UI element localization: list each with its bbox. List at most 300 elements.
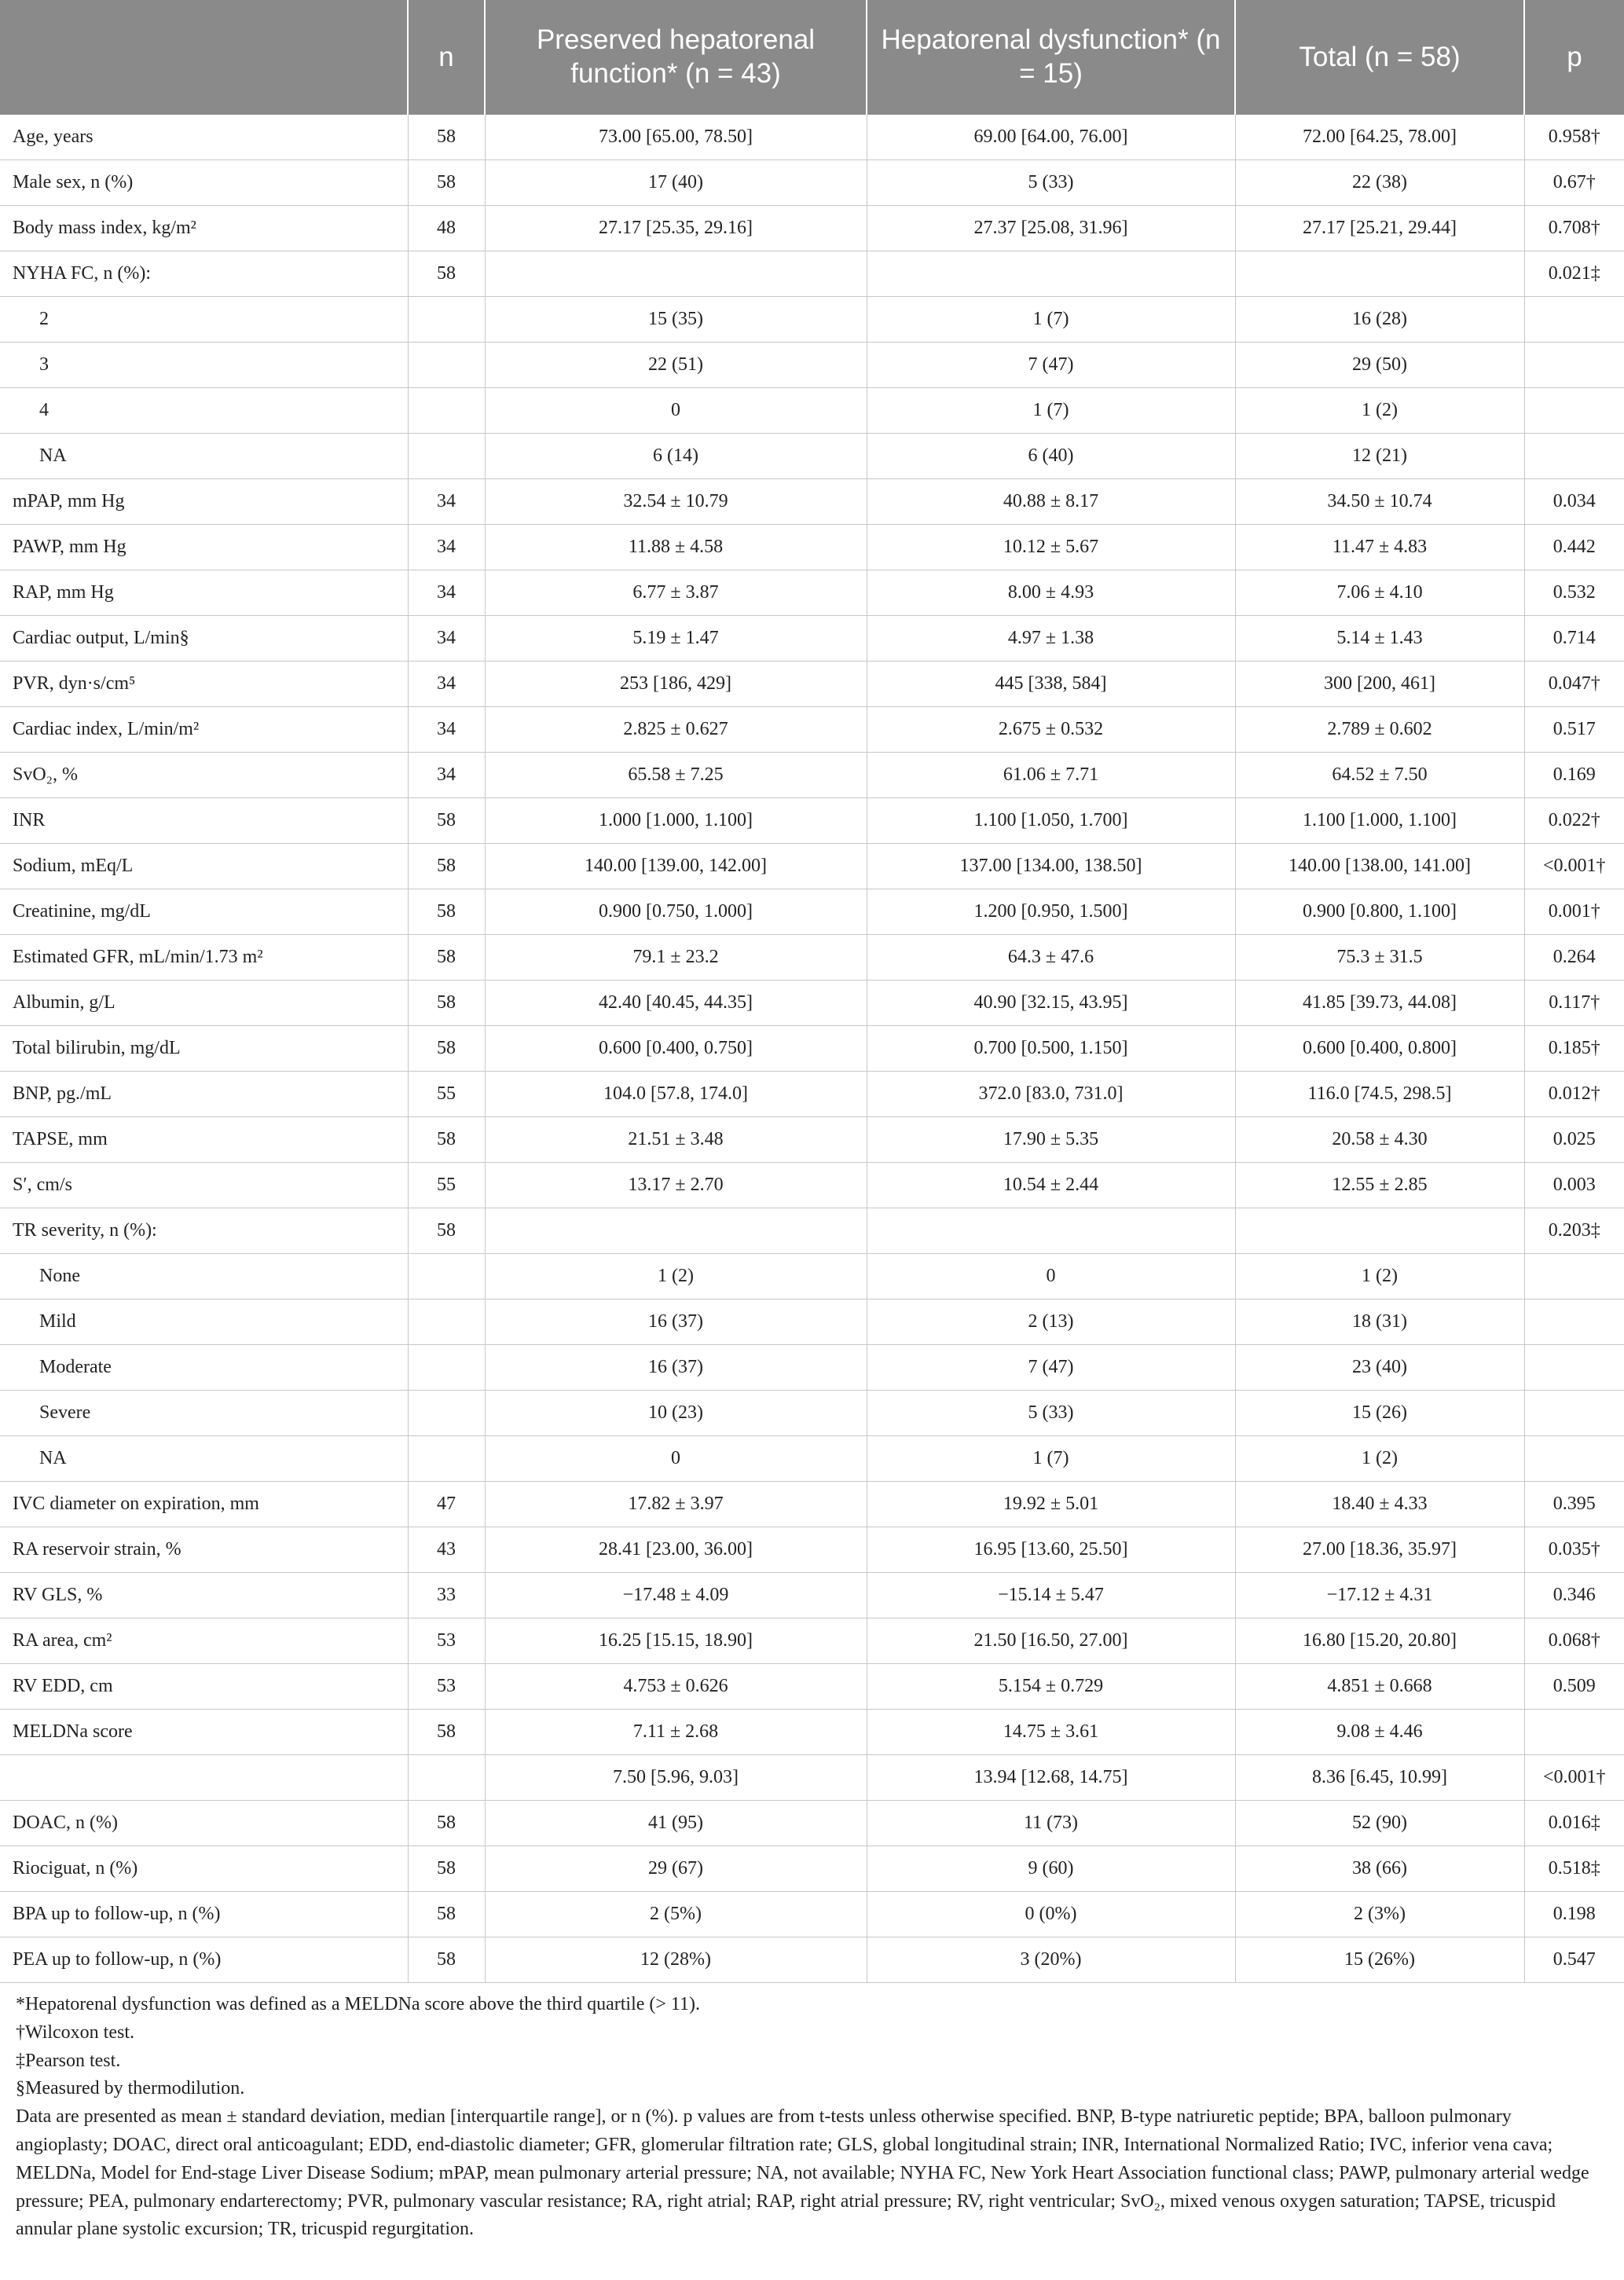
- row-label: SvO₂, %: [0, 753, 408, 798]
- row-p: 0.547: [1524, 1937, 1624, 1983]
- row-preserved: 0: [485, 1436, 867, 1482]
- row-total: 7.06 ± 4.10: [1235, 570, 1524, 616]
- table-row: [0, 1892, 1624, 1937]
- row-total: 5.14 ± 1.43: [1235, 616, 1524, 662]
- row-p: [1524, 1436, 1624, 1482]
- row-p: 0.016‡: [1524, 1801, 1624, 1846]
- row-total: 41.85 [39.73, 44.08]: [1235, 981, 1524, 1026]
- row-p: 0.047†: [1524, 662, 1624, 707]
- row-p: [1524, 1391, 1624, 1436]
- row-preserved: 17 (40): [485, 160, 867, 206]
- row-label: Male sex, n (%): [0, 160, 408, 206]
- row-preserved: 29 (67): [485, 1846, 867, 1892]
- row-preserved: 104.0 [57.8, 174.0]: [485, 1072, 867, 1117]
- row-p: 0.034: [1524, 479, 1624, 525]
- row-dysfunction: 19.92 ± 5.01: [867, 1482, 1235, 1527]
- row-n: 34: [408, 525, 485, 570]
- row-dysfunction: 4.97 ± 1.38: [867, 616, 1235, 662]
- table-footnotes: [0, 1983, 1624, 2244]
- row-total: 11.47 ± 4.83: [1235, 525, 1524, 570]
- row-dysfunction: 9 (60): [867, 1846, 1235, 1892]
- row-p: 0.001†: [1524, 889, 1624, 935]
- row-n: 55: [408, 1072, 485, 1117]
- row-p: 0.714: [1524, 616, 1624, 662]
- row-total: 0.600 [0.400, 0.800]: [1235, 1026, 1524, 1072]
- row-label: Severe: [0, 1391, 408, 1436]
- row-total: 8.36 [6.45, 10.99]: [1235, 1755, 1524, 1801]
- table-row: [0, 525, 1624, 570]
- row-dysfunction: 1 (7): [867, 297, 1235, 343]
- table-row: [0, 160, 1624, 206]
- row-dysfunction: 8.00 ± 4.93: [867, 570, 1235, 616]
- row-label: Creatinine, mg/dL: [0, 889, 408, 935]
- row-preserved: 7.11 ± 2.68: [485, 1710, 867, 1755]
- row-p: 0.185†: [1524, 1026, 1624, 1072]
- row-n: 58: [408, 1117, 485, 1163]
- row-preserved: 41 (95): [485, 1801, 867, 1846]
- row-total: 23 (40): [1235, 1345, 1524, 1391]
- row-p: [1524, 297, 1624, 343]
- row-p: 0.708†: [1524, 206, 1624, 251]
- row-total: 1 (2): [1235, 388, 1524, 434]
- header-variable: [0, 0, 408, 115]
- row-label: BNP, pg./mL: [0, 1072, 408, 1117]
- row-preserved: 1 (2): [485, 1254, 867, 1299]
- row-total: 16.80 [15.20, 20.80]: [1235, 1618, 1524, 1664]
- table-row: [0, 1345, 1624, 1391]
- row-n: 58: [408, 1710, 485, 1755]
- row-p: [1524, 434, 1624, 479]
- row-label: DOAC, n (%): [0, 1801, 408, 1846]
- row-dysfunction: 1 (7): [867, 388, 1235, 434]
- row-preserved: 6.77 ± 3.87: [485, 570, 867, 616]
- row-n: [408, 1299, 485, 1345]
- row-preserved: −17.48 ± 4.09: [485, 1573, 867, 1618]
- row-n: [408, 1345, 485, 1391]
- row-dysfunction: 1.200 [0.950, 1.500]: [867, 889, 1235, 935]
- row-n: 34: [408, 479, 485, 525]
- row-total: 300 [200, 461]: [1235, 662, 1524, 707]
- table-row: [0, 1254, 1624, 1299]
- row-dysfunction: 7 (47): [867, 343, 1235, 388]
- row-label: None: [0, 1254, 408, 1299]
- table-row: [0, 707, 1624, 753]
- row-dysfunction: 372.0 [83.0, 731.0]: [867, 1072, 1235, 1117]
- table-row: [0, 1664, 1624, 1710]
- table-row: [0, 662, 1624, 707]
- row-preserved: 0: [485, 388, 867, 434]
- row-dysfunction: 1 (7): [867, 1436, 1235, 1482]
- row-preserved: 1.000 [1.000, 1.100]: [485, 798, 867, 844]
- row-label: [0, 1755, 408, 1801]
- header-dysfunction: Hepatorenal dysfunction* (n = 15): [867, 0, 1235, 115]
- row-preserved: 32.54 ± 10.79: [485, 479, 867, 525]
- row-label: Sodium, mEq/L: [0, 844, 408, 889]
- row-p: 0.035†: [1524, 1527, 1624, 1573]
- row-total: 12.55 ± 2.85: [1235, 1163, 1524, 1208]
- row-total: 64.52 ± 7.50: [1235, 753, 1524, 798]
- row-n: 34: [408, 753, 485, 798]
- row-p: 0.003: [1524, 1163, 1624, 1208]
- row-total: 1 (2): [1235, 1436, 1524, 1482]
- row-preserved: 12 (28%): [485, 1937, 867, 1983]
- row-label: NA: [0, 1436, 408, 1482]
- row-preserved: 28.41 [23.00, 36.00]: [485, 1527, 867, 1573]
- row-n: 58: [408, 844, 485, 889]
- row-p: 0.67†: [1524, 160, 1624, 206]
- table-row: [0, 251, 1624, 297]
- row-label: Total bilirubin, mg/dL: [0, 1026, 408, 1072]
- row-label: Moderate: [0, 1345, 408, 1391]
- row-dysfunction: 40.88 ± 8.17: [867, 479, 1235, 525]
- row-label: RV EDD, cm: [0, 1664, 408, 1710]
- row-n: 58: [408, 889, 485, 935]
- row-n: [408, 388, 485, 434]
- row-preserved: 73.00 [65.00, 78.50]: [485, 115, 867, 160]
- row-n: 34: [408, 570, 485, 616]
- table-row: [0, 479, 1624, 525]
- row-dysfunction: 137.00 [134.00, 138.50]: [867, 844, 1235, 889]
- row-preserved: 79.1 ± 23.2: [485, 935, 867, 981]
- row-preserved: 22 (51): [485, 343, 867, 388]
- table-row: [0, 115, 1624, 160]
- row-dysfunction: 2 (13): [867, 1299, 1235, 1345]
- row-label: NA: [0, 434, 408, 479]
- row-total: 116.0 [74.5, 298.5]: [1235, 1072, 1524, 1117]
- row-preserved: 16 (37): [485, 1345, 867, 1391]
- row-dysfunction: 0 (0%): [867, 1892, 1235, 1937]
- row-preserved: 13.17 ± 2.70: [485, 1163, 867, 1208]
- row-dysfunction: 5 (33): [867, 1391, 1235, 1436]
- footnote: ‡Pearson test.: [16, 2050, 121, 2071]
- row-total: 16 (28): [1235, 297, 1524, 343]
- row-p: 0.518‡: [1524, 1846, 1624, 1892]
- row-total: 34.50 ± 10.74: [1235, 479, 1524, 525]
- header-n: n: [408, 0, 485, 115]
- row-preserved: 27.17 [25.35, 29.16]: [485, 206, 867, 251]
- row-total: 1.100 [1.000, 1.100]: [1235, 798, 1524, 844]
- row-label: NYHA FC, n (%):: [0, 251, 408, 297]
- row-preserved: 2 (5%): [485, 1892, 867, 1937]
- row-p: 0.117†: [1524, 981, 1624, 1026]
- row-label: Cardiac index, L/min/m²: [0, 707, 408, 753]
- row-n: 58: [408, 1026, 485, 1072]
- row-n: 34: [408, 707, 485, 753]
- row-preserved: [485, 1208, 867, 1254]
- row-total: 4.851 ± 0.668: [1235, 1664, 1524, 1710]
- row-p: 0.169: [1524, 753, 1624, 798]
- row-dysfunction: 7 (47): [867, 1345, 1235, 1391]
- row-p: 0.395: [1524, 1482, 1624, 1527]
- table-row: [0, 1117, 1624, 1163]
- table-row: [0, 889, 1624, 935]
- row-total: 1 (2): [1235, 1254, 1524, 1299]
- row-dysfunction: 10.54 ± 2.44: [867, 1163, 1235, 1208]
- row-label: Body mass index, kg/m²: [0, 206, 408, 251]
- row-p: <0.001†: [1524, 844, 1624, 889]
- row-n: 53: [408, 1664, 485, 1710]
- row-preserved: 15 (35): [485, 297, 867, 343]
- row-preserved: 0.900 [0.750, 1.000]: [485, 889, 867, 935]
- row-total: −17.12 ± 4.31: [1235, 1573, 1524, 1618]
- row-p: 0.517: [1524, 707, 1624, 753]
- row-dysfunction: 64.3 ± 47.6: [867, 935, 1235, 981]
- table-row: [0, 1391, 1624, 1436]
- row-p: 0.958†: [1524, 115, 1624, 160]
- row-label: Cardiac output, L/min§: [0, 616, 408, 662]
- row-n: [408, 1755, 485, 1801]
- row-total: [1235, 1208, 1524, 1254]
- row-n: 58: [408, 1208, 485, 1254]
- row-total: 2.789 ± 0.602: [1235, 707, 1524, 753]
- row-n: 58: [408, 798, 485, 844]
- row-total: 9.08 ± 4.46: [1235, 1710, 1524, 1755]
- table-row: [0, 844, 1624, 889]
- row-total: 2 (3%): [1235, 1892, 1524, 1937]
- row-n: [408, 1436, 485, 1482]
- row-label: 2: [0, 297, 408, 343]
- row-total: 52 (90): [1235, 1801, 1524, 1846]
- table-header: [0, 0, 1624, 115]
- row-label: INR: [0, 798, 408, 844]
- row-label: TR severity, n (%):: [0, 1208, 408, 1254]
- row-p: 0.264: [1524, 935, 1624, 981]
- row-p: 0.203‡: [1524, 1208, 1624, 1254]
- row-preserved: [485, 251, 867, 297]
- row-total: 18 (31): [1235, 1299, 1524, 1345]
- row-label: TAPSE, mm: [0, 1117, 408, 1163]
- row-n: 58: [408, 1846, 485, 1892]
- table-row: [0, 1801, 1624, 1846]
- row-n: 58: [408, 981, 485, 1026]
- row-label: Mild: [0, 1299, 408, 1345]
- row-label: Estimated GFR, mL/min/1.73 m²: [0, 935, 408, 981]
- table-row: [0, 1482, 1624, 1527]
- row-dysfunction: 61.06 ± 7.71: [867, 753, 1235, 798]
- row-total: 22 (38): [1235, 160, 1524, 206]
- row-total: 72.00 [64.25, 78.00]: [1235, 115, 1524, 160]
- row-n: 58: [408, 1937, 485, 1983]
- row-dysfunction: 13.94 [12.68, 14.75]: [867, 1755, 1235, 1801]
- row-n: 47: [408, 1482, 485, 1527]
- row-dysfunction: 0.700 [0.500, 1.150]: [867, 1026, 1235, 1072]
- row-dysfunction: 10.12 ± 5.67: [867, 525, 1235, 570]
- row-preserved: 253 [186, 429]: [485, 662, 867, 707]
- table-row: [0, 570, 1624, 616]
- row-p: 0.532: [1524, 570, 1624, 616]
- row-p: [1524, 388, 1624, 434]
- table-row: [0, 798, 1624, 844]
- row-total: 140.00 [138.00, 141.00]: [1235, 844, 1524, 889]
- row-dysfunction: 445 [338, 584]: [867, 662, 1235, 707]
- row-label: 4: [0, 388, 408, 434]
- row-label: PEA up to follow-up, n (%): [0, 1937, 408, 1983]
- row-preserved: 65.58 ± 7.25: [485, 753, 867, 798]
- table-row: [0, 1163, 1624, 1208]
- row-p: 0.346: [1524, 1573, 1624, 1618]
- table-row: [0, 297, 1624, 343]
- row-preserved: 7.50 [5.96, 9.03]: [485, 1755, 867, 1801]
- row-n: [408, 343, 485, 388]
- table-row: [0, 1618, 1624, 1664]
- row-dysfunction: 2.675 ± 0.532: [867, 707, 1235, 753]
- row-n: 53: [408, 1618, 485, 1664]
- row-dysfunction: 27.37 [25.08, 31.96]: [867, 206, 1235, 251]
- row-preserved: 17.82 ± 3.97: [485, 1482, 867, 1527]
- table-row: [0, 616, 1624, 662]
- row-preserved: 16 (37): [485, 1299, 867, 1345]
- row-dysfunction: 0: [867, 1254, 1235, 1299]
- row-preserved: 0.600 [0.400, 0.750]: [485, 1026, 867, 1072]
- row-total: 20.58 ± 4.30: [1235, 1117, 1524, 1163]
- row-n: 48: [408, 206, 485, 251]
- row-total: 0.900 [0.800, 1.100]: [1235, 889, 1524, 935]
- table-row: [0, 981, 1624, 1026]
- row-label: Riociguat, n (%): [0, 1846, 408, 1892]
- row-p: 0.198: [1524, 1892, 1624, 1937]
- row-n: 33: [408, 1573, 485, 1618]
- row-total: 29 (50): [1235, 343, 1524, 388]
- row-preserved: 2.825 ± 0.627: [485, 707, 867, 753]
- row-label: RA reservoir strain, %: [0, 1527, 408, 1573]
- row-dysfunction: −15.14 ± 5.47: [867, 1573, 1235, 1618]
- row-total: 18.40 ± 4.33: [1235, 1482, 1524, 1527]
- table-row: [0, 1937, 1624, 1983]
- row-n: 43: [408, 1527, 485, 1573]
- row-total: 15 (26): [1235, 1391, 1524, 1436]
- row-dysfunction: 69.00 [64.00, 76.00]: [867, 115, 1235, 160]
- row-p: 0.442: [1524, 525, 1624, 570]
- row-label: 3: [0, 343, 408, 388]
- row-n: 58: [408, 251, 485, 297]
- row-preserved: 11.88 ± 4.58: [485, 525, 867, 570]
- table-row: [0, 1846, 1624, 1892]
- row-preserved: 5.19 ± 1.47: [485, 616, 867, 662]
- header-p: p: [1524, 0, 1624, 115]
- row-n: 58: [408, 1892, 485, 1937]
- row-label: RA area, cm²: [0, 1618, 408, 1664]
- row-total: [1235, 251, 1524, 297]
- row-label: IVC diameter on expiration, mm: [0, 1482, 408, 1527]
- row-label: Albumin, g/L: [0, 981, 408, 1026]
- row-n: 58: [408, 115, 485, 160]
- row-n: 34: [408, 662, 485, 707]
- row-p: [1524, 1710, 1624, 1755]
- row-p: 0.022†: [1524, 798, 1624, 844]
- row-p: 0.025: [1524, 1117, 1624, 1163]
- table-row: [0, 1072, 1624, 1117]
- table-row: [0, 388, 1624, 434]
- row-n: [408, 1391, 485, 1436]
- row-label: S′, cm/s: [0, 1163, 408, 1208]
- table-row: [0, 1026, 1624, 1072]
- row-label: MELDNa score: [0, 1710, 408, 1755]
- row-dysfunction: 3 (20%): [867, 1937, 1235, 1983]
- row-dysfunction: 16.95 [13.60, 25.50]: [867, 1527, 1235, 1573]
- row-p: <0.001†: [1524, 1755, 1624, 1801]
- row-preserved: 4.753 ± 0.626: [485, 1664, 867, 1710]
- row-dysfunction: 17.90 ± 5.35: [867, 1117, 1235, 1163]
- row-total: 12 (21): [1235, 434, 1524, 479]
- table-row: [0, 1527, 1624, 1573]
- row-n: [408, 297, 485, 343]
- table-row: [0, 753, 1624, 798]
- row-preserved: 10 (23): [485, 1391, 867, 1436]
- table-row: [0, 1755, 1624, 1801]
- footnote: †Wilcoxon test.: [16, 2022, 135, 2043]
- row-p: [1524, 1345, 1624, 1391]
- footnote: §Measured by thermodilution.: [16, 2078, 245, 2099]
- table-row: [0, 1299, 1624, 1345]
- row-dysfunction: 5 (33): [867, 160, 1235, 206]
- row-n: [408, 434, 485, 479]
- row-p: 0.509: [1524, 1664, 1624, 1710]
- row-dysfunction: 40.90 [32.15, 43.95]: [867, 981, 1235, 1026]
- row-label: PVR, dyn·s/cm⁵: [0, 662, 408, 707]
- row-n: 55: [408, 1163, 485, 1208]
- row-n: 58: [408, 1801, 485, 1846]
- row-total: 38 (66): [1235, 1846, 1524, 1892]
- table-row: [0, 434, 1624, 479]
- row-label: Age, years: [0, 115, 408, 160]
- table-row: [0, 1710, 1624, 1755]
- row-preserved: 42.40 [40.45, 44.35]: [485, 981, 867, 1026]
- row-dysfunction: 5.154 ± 0.729: [867, 1664, 1235, 1710]
- footnote: *Hepatorenal dysfunction was defined as a MELDNa score above the third quartile (> 11).: [16, 1994, 701, 2014]
- row-total: 75.3 ± 31.5: [1235, 935, 1524, 981]
- table-body: [0, 115, 1624, 1983]
- header-total: Total (n = 58): [1235, 0, 1524, 115]
- table-row: [0, 1208, 1624, 1254]
- row-n: 34: [408, 616, 485, 662]
- row-label: RAP, mm Hg: [0, 570, 408, 616]
- row-label: PAWP, mm Hg: [0, 525, 408, 570]
- table-row: [0, 206, 1624, 251]
- row-dysfunction: 6 (40): [867, 434, 1235, 479]
- row-p: 0.021‡: [1524, 251, 1624, 297]
- row-total: 27.00 [18.36, 35.97]: [1235, 1527, 1524, 1573]
- row-label: mPAP, mm Hg: [0, 479, 408, 525]
- row-n: 58: [408, 935, 485, 981]
- row-dysfunction: 1.100 [1.050, 1.700]: [867, 798, 1235, 844]
- row-p: 0.068†: [1524, 1618, 1624, 1664]
- row-dysfunction: [867, 251, 1235, 297]
- row-p: 0.012†: [1524, 1072, 1624, 1117]
- table-row: [0, 935, 1624, 981]
- row-total: 15 (26%): [1235, 1937, 1524, 1983]
- row-n: 58: [408, 160, 485, 206]
- row-label: BPA up to follow-up, n (%): [0, 1892, 408, 1937]
- row-n: [408, 1254, 485, 1299]
- row-preserved: 21.51 ± 3.48: [485, 1117, 867, 1163]
- header-preserved: Preserved hepatorenal function* (n = 43): [485, 0, 867, 115]
- row-dysfunction: 11 (73): [867, 1801, 1235, 1846]
- table-row: [0, 343, 1624, 388]
- table-row: [0, 1436, 1624, 1482]
- row-p: [1524, 1254, 1624, 1299]
- row-label: RV GLS, %: [0, 1573, 408, 1618]
- row-preserved: 6 (14): [485, 434, 867, 479]
- row-dysfunction: [867, 1208, 1235, 1254]
- row-preserved: 140.00 [139.00, 142.00]: [485, 844, 867, 889]
- footnote: Data are presented as mean ± standard deviation, median [interquartile range], or n (%). p values are from t-tests unless otherwise specified. BNP, B-type natriuretic peptide; BPA, balloon pulmonary angioplasty; DOAC, direct oral anticoagulant; EDD, end-diastolic diameter; GFR, glomerular filtration rate; GLS, global longitudinal strain; INR, International Normalized Ratio; IVC, inferior vena cava; MELDNa, Model for End-stage Liver Disease Sodium; mPAP, mean pulmonary arterial pressure; NA, not available; NYHA FC, New York Heart Association functional class; PAWP, pulmonary arterial wedge pressure; PEA, pulmonary endarterectomy; PVR, pulmonary vascular resistance; RA, right atrial; RAP, right atrial pressure; RV, right ventricular; SvO₂, mixed venous oxygen saturation; TAPSE, tricuspid annular plane systolic excursion; TR, tricuspid regurgitation.: [16, 2106, 1589, 2240]
- row-p: [1524, 343, 1624, 388]
- table-row: [0, 1573, 1624, 1618]
- row-p: [1524, 1299, 1624, 1345]
- row-dysfunction: 21.50 [16.50, 27.00]: [867, 1618, 1235, 1664]
- row-dysfunction: 14.75 ± 3.61: [867, 1710, 1235, 1755]
- row-total: 27.17 [25.21, 29.44]: [1235, 206, 1524, 251]
